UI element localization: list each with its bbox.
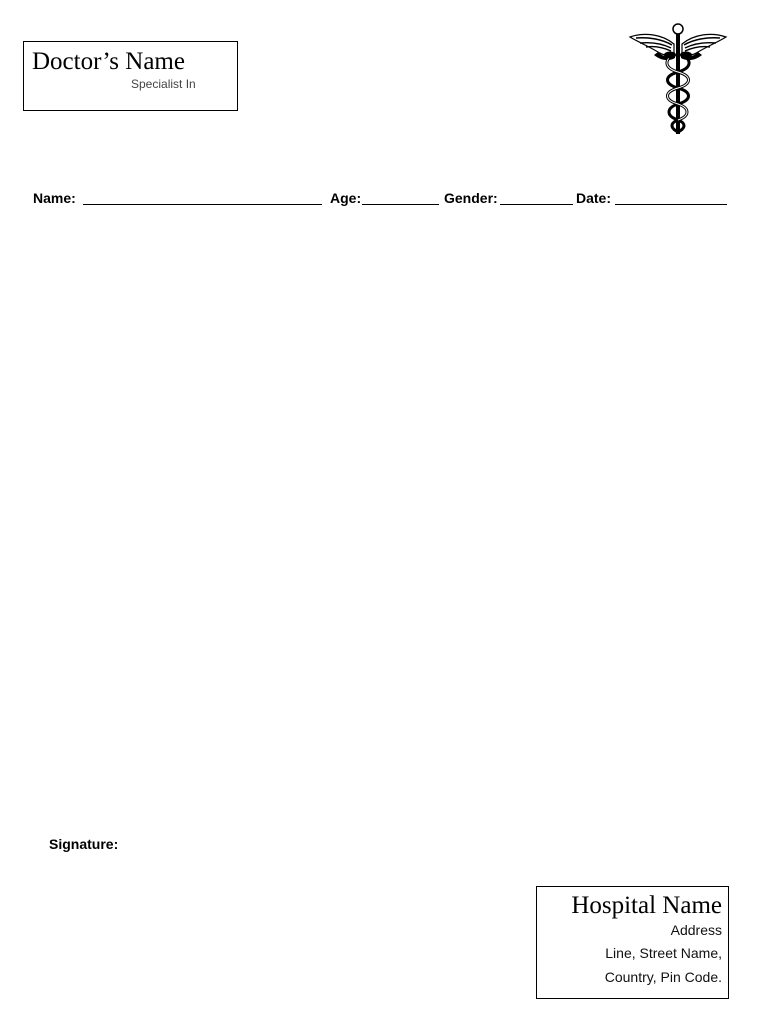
patient-fields-row — [33, 189, 733, 209]
doctor-header-box — [23, 41, 238, 111]
doctor-specialty: Specialist In — [131, 77, 196, 91]
hospital-address-line2: Line, Street Name, — [605, 945, 722, 961]
caduceus-icon — [628, 22, 728, 138]
date-label: Date: — [576, 190, 612, 206]
hospital-info-box — [536, 886, 729, 999]
hospital-name: Hospital Name — [571, 892, 722, 919]
hospital-address-line1: Address — [670, 922, 722, 938]
signature-label: Signature: — [49, 836, 119, 852]
date-field-line[interactable] — [615, 204, 727, 205]
gender-label: Gender: — [444, 190, 498, 206]
age-label: Age: — [330, 190, 362, 206]
age-field-line[interactable] — [362, 204, 439, 205]
gender-field-line[interactable] — [500, 204, 573, 205]
doctor-name: Doctor’s Name — [32, 48, 185, 75]
hospital-address-line3: Country, Pin Code. — [604, 969, 722, 985]
name-label: Name: — [33, 190, 76, 206]
name-field-line[interactable] — [83, 204, 322, 205]
